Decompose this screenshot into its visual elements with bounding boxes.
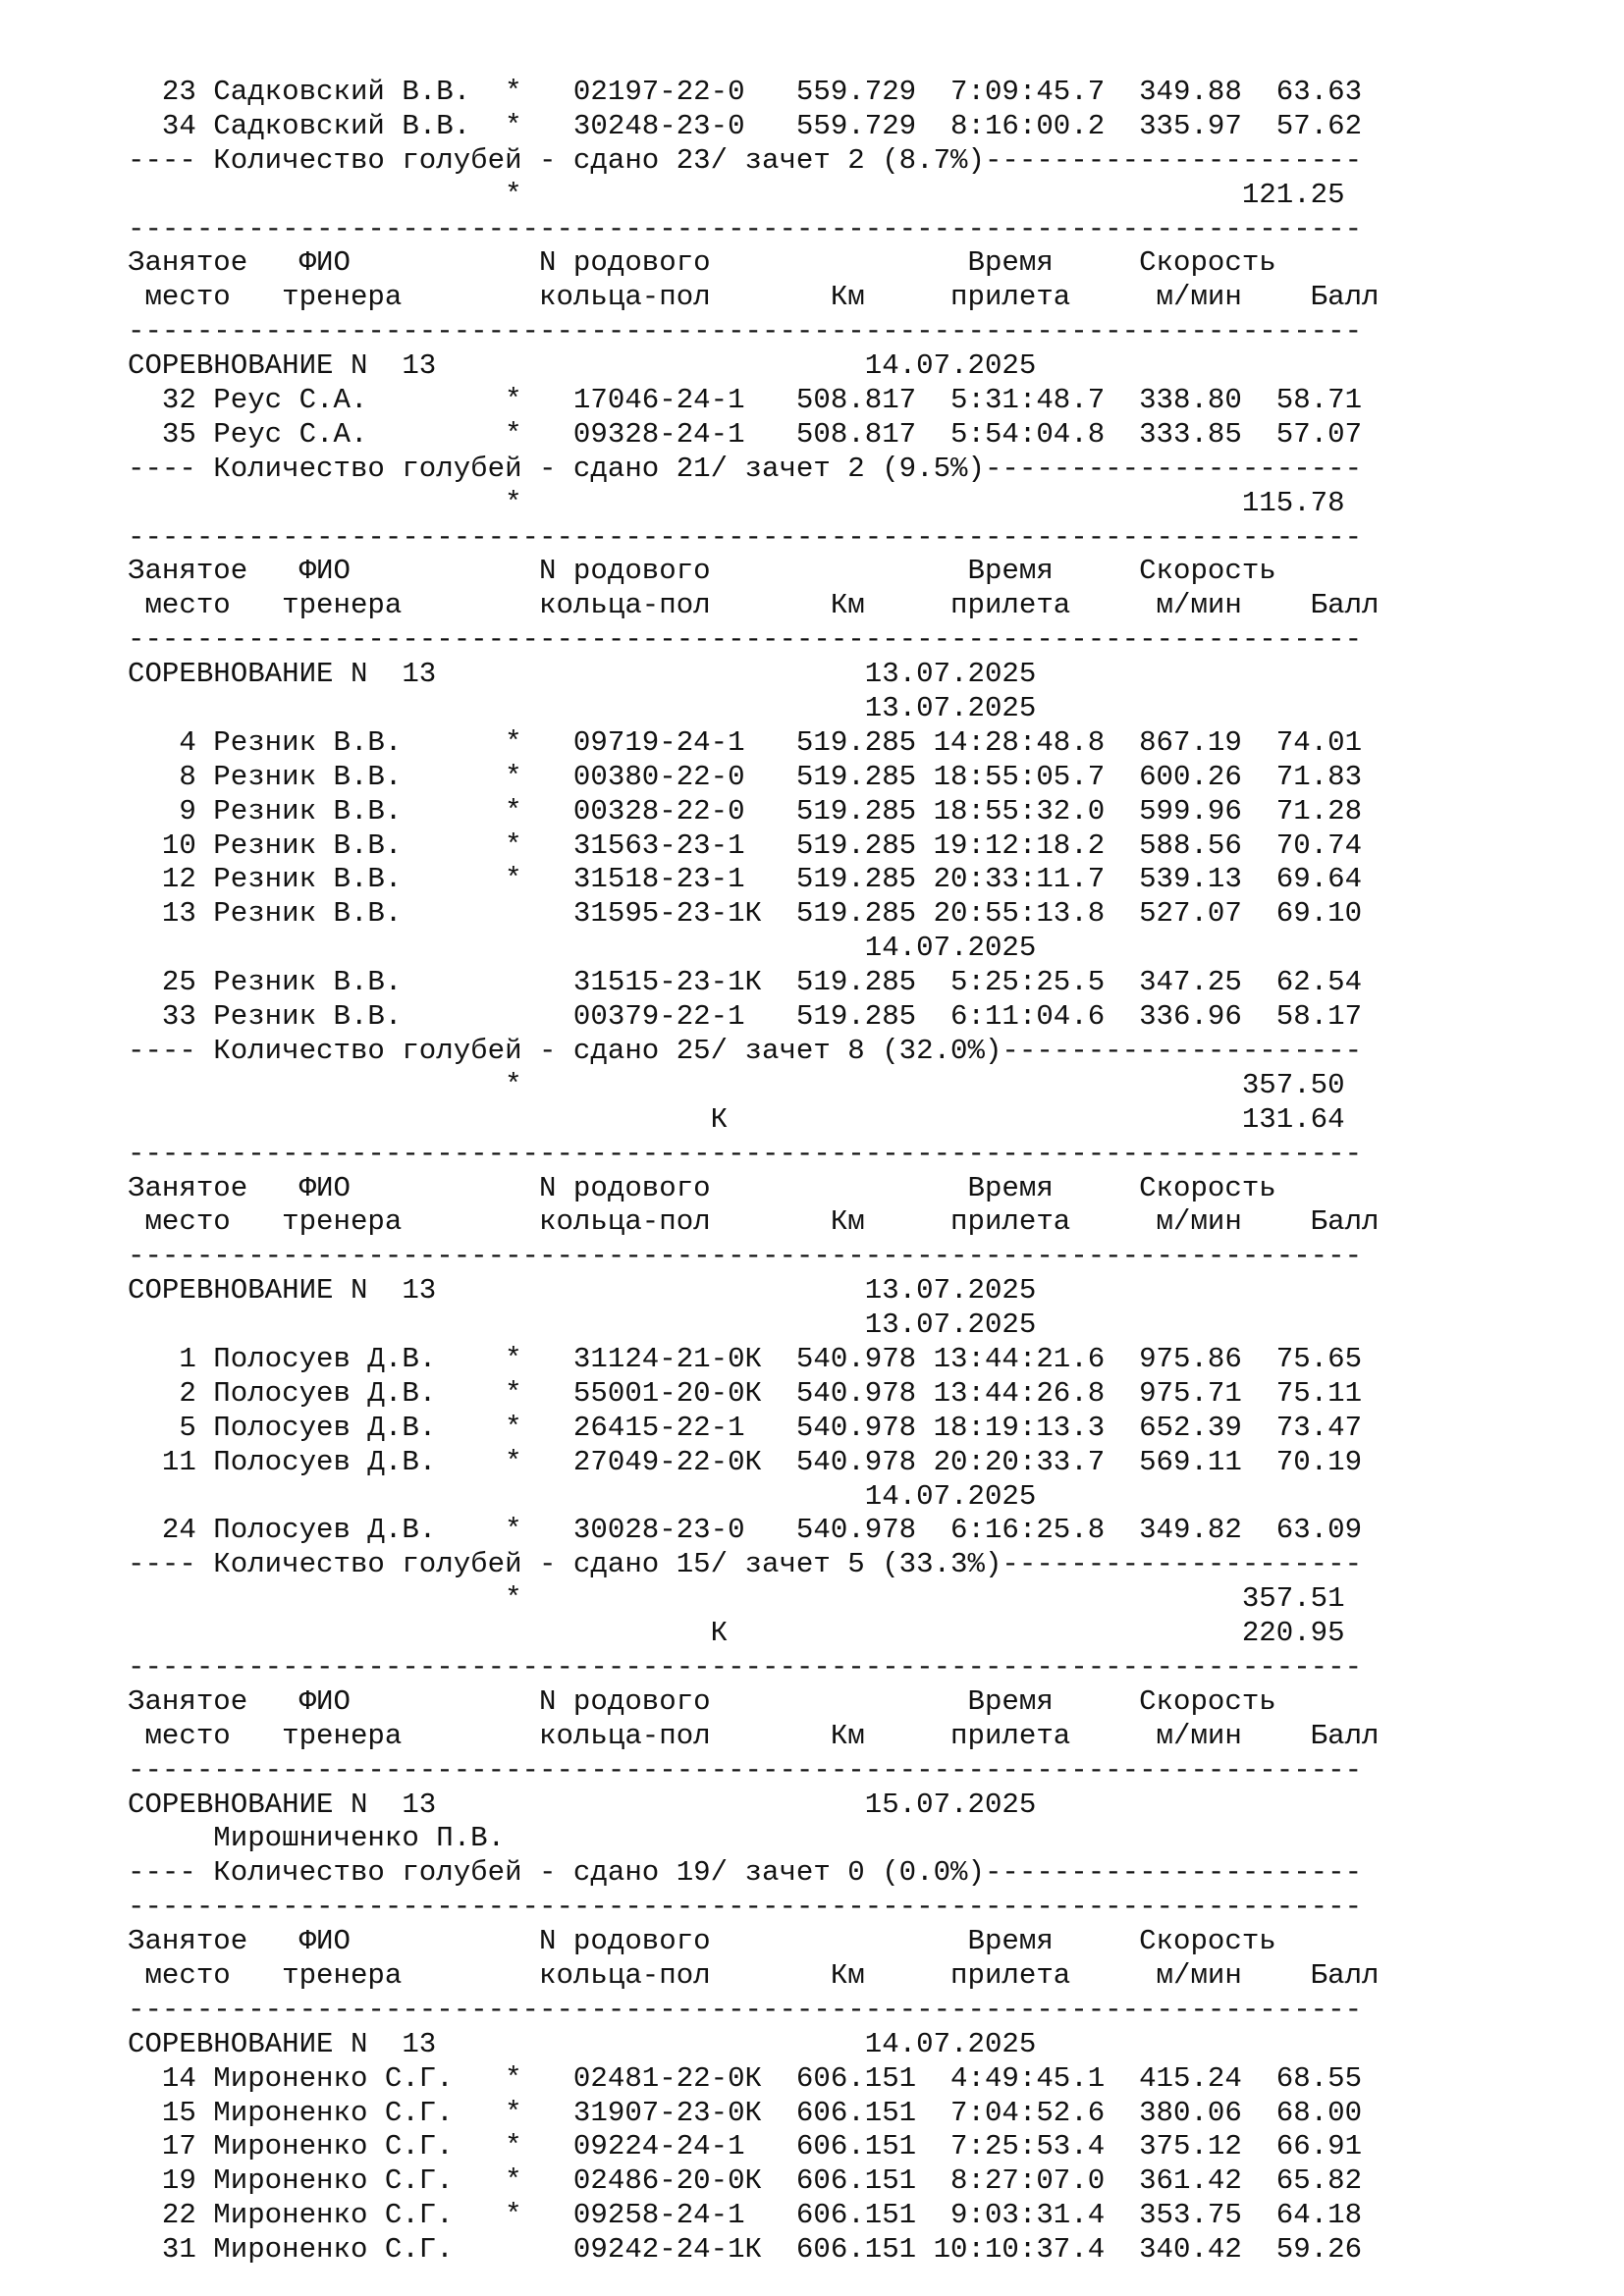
divider-line: ------------------------------------------------------------------------ <box>128 1753 1363 1787</box>
table-row: 12 Резник В.В. * 31518-23-1 519.285 20:33:11.7 539.13 69.64 <box>128 863 1363 896</box>
column-header: Занятое ФИО N родового Время Скорость <box>128 555 1276 588</box>
column-header: Занятое ФИО N родового Время Скорость <box>128 1925 1276 1958</box>
summary-line: ---- Количество голубей - сдано 25/ зачет 8 (32.0%)--------------------- <box>128 1034 1363 1067</box>
competition-header: СОРЕВНОВАНИЕ N 13 14.07.2025 <box>128 349 1037 383</box>
name-line: Мирошниченко П.В. <box>128 1822 506 1855</box>
table-row: 32 Реус С.А. * 17046-24-1 508.817 5:31:48.7 338.80 58.71 <box>128 384 1363 417</box>
table-row: 22 Мироненко С.Г. * 09258-24-1 606.151 9:03:31.4 353.75 64.18 <box>128 2199 1363 2232</box>
summary-line: ---- Количество голубей - сдано 21/ зачет 2 (9.5%)---------------------- <box>128 452 1363 485</box>
divider-line: ------------------------------------------------------------------------ <box>128 1891 1363 1924</box>
column-header: место тренера кольца-пол Км прилета м/мин Балл <box>128 1958 1380 1992</box>
total-line: * 121.25 <box>128 178 1345 211</box>
total-line: К 131.64 <box>128 1102 1345 1136</box>
total-line: К 220.95 <box>128 1617 1345 1650</box>
summary-line: ---- Количество голубей - сдано 15/ зачет 5 (33.3%)--------------------- <box>128 1548 1363 1581</box>
table-row: 4 Резник В.В. * 09719-24-1 519.285 14:28:48.8 867.19 74.01 <box>128 725 1363 759</box>
table-row: 10 Резник В.В. * 31563-23-1 519.285 19:12:18.2 588.56 70.74 <box>128 828 1363 862</box>
table-row: 23 Садковский В.В. * 02197-22-0 559.729 7:09:45.7 349.88 63.63 <box>128 76 1363 108</box>
competition-header: СОРЕВНОВАНИЕ N 13 13.07.2025 <box>128 658 1037 691</box>
column-header: место тренера кольца-пол Км прилета м/мин Балл <box>128 1205 1380 1239</box>
date-line: 13.07.2025 <box>128 1308 1037 1342</box>
total-line: * 357.51 <box>128 1582 1345 1616</box>
results-report <box>128 76 1380 2268</box>
table-row: 2 Полосуев Д.В. * 55001-20-0К 540.978 13:44:26.8 975.71 75.11 <box>128 1376 1363 1410</box>
divider-line: ------------------------------------------------------------------------ <box>128 623 1363 657</box>
column-header: Занятое ФИО N родового Время Скорость <box>128 1684 1276 1718</box>
total-line: * 115.78 <box>128 486 1345 519</box>
summary-line: ---- Количество голубей - сдано 19/ зачет 0 (0.0%)---------------------- <box>128 1856 1363 1890</box>
divider-line: ------------------------------------------------------------------------ <box>128 520 1363 554</box>
table-row: 9 Резник В.В. * 00328-22-0 519.285 18:55:32.0 599.96 71.28 <box>128 794 1363 828</box>
column-header: место тренера кольца-пол Км прилета м/мин Балл <box>128 589 1380 622</box>
table-row: 13 Резник В.В. 31595-23-1К 519.285 20:55:13.8 527.07 69.10 <box>128 897 1363 931</box>
divider-line: ------------------------------------------------------------------------ <box>128 1240 1363 1273</box>
divider-line: ------------------------------------------------------------------------ <box>128 315 1363 348</box>
competition-header: СОРЕВНОВАНИЕ N 13 13.07.2025 <box>128 1274 1037 1308</box>
column-header: место тренера кольца-пол Км прилета м/мин Балл <box>128 1719 1380 1752</box>
table-row: 8 Резник В.В. * 00380-22-0 519.285 18:55:05.7 600.26 71.83 <box>128 760 1363 793</box>
table-row: 17 Мироненко С.Г. * 09224-24-1 606.151 7:25:53.4 375.12 66.91 <box>128 2130 1363 2163</box>
divider-line: ------------------------------------------------------------------------ <box>128 1650 1363 1683</box>
table-row: 11 Полосуев Д.В. * 27049-22-0К 540.978 20:20:33.7 569.11 70.19 <box>128 1445 1363 1478</box>
table-row: 35 Реус С.А. * 09328-24-1 508.817 5:54:04.8 333.85 57.07 <box>128 417 1363 451</box>
date-line: 14.07.2025 <box>128 1479 1037 1513</box>
table-row: 24 Полосуев Д.В. * 30028-23-0 540.978 6:16:25.8 349.82 63.09 <box>128 1514 1363 1547</box>
table-row: 1 Полосуев Д.В. * 31124-21-0К 540.978 13:44:21.6 975.86 75.65 <box>128 1342 1363 1375</box>
competition-header: СОРЕВНОВАНИЕ N 13 15.07.2025 <box>128 1788 1037 1821</box>
column-header: место тренера кольца-пол Км прилета м/мин Балл <box>128 281 1380 314</box>
table-row: 34 Садковский В.В. * 30248-23-0 559.729 8:16:00.2 335.97 57.62 <box>128 109 1363 142</box>
table-row: 5 Полосуев Д.В. * 26415-22-1 540.978 18:19:13.3 652.39 73.47 <box>128 1411 1363 1444</box>
table-row: 25 Резник В.В. 31515-23-1К 519.285 5:25:25.5 347.25 62.54 <box>128 966 1363 999</box>
table-row: 31 Мироненко С.Г. 09242-24-1К 606.151 10:10:37.4 340.42 59.26 <box>128 2233 1363 2267</box>
total-line: * 357.50 <box>128 1068 1345 1101</box>
table-row: 33 Резник В.В. 00379-22-1 519.285 6:11:04.6 336.96 58.17 <box>128 1000 1363 1034</box>
column-header: Занятое ФИО N родового Время Скорость <box>128 1171 1276 1204</box>
summary-line: ---- Количество голубей - сдано 23/ зачет 2 (8.7%)---------------------- <box>128 143 1363 177</box>
divider-line: ------------------------------------------------------------------------ <box>128 1993 1363 2026</box>
table-row: 19 Мироненко С.Г. * 02486-20-0К 606.151 8:27:07.0 361.42 65.82 <box>128 2164 1363 2198</box>
date-line: 13.07.2025 <box>128 692 1037 725</box>
table-row: 14 Мироненко С.Г. * 02481-22-0К 606.151 4:49:45.1 415.24 68.55 <box>128 2061 1363 2095</box>
table-row: 15 Мироненко С.Г. * 31907-23-0К 606.151 7:04:52.6 380.06 68.00 <box>128 2096 1363 2129</box>
date-line: 14.07.2025 <box>128 932 1037 965</box>
column-header: Занятое ФИО N родового Время Скорость <box>128 246 1276 280</box>
divider-line: ------------------------------------------------------------------------ <box>128 212 1363 245</box>
divider-line: ------------------------------------------------------------------------ <box>128 1137 1363 1170</box>
competition-header: СОРЕВНОВАНИЕ N 13 14.07.2025 <box>128 2027 1037 2060</box>
